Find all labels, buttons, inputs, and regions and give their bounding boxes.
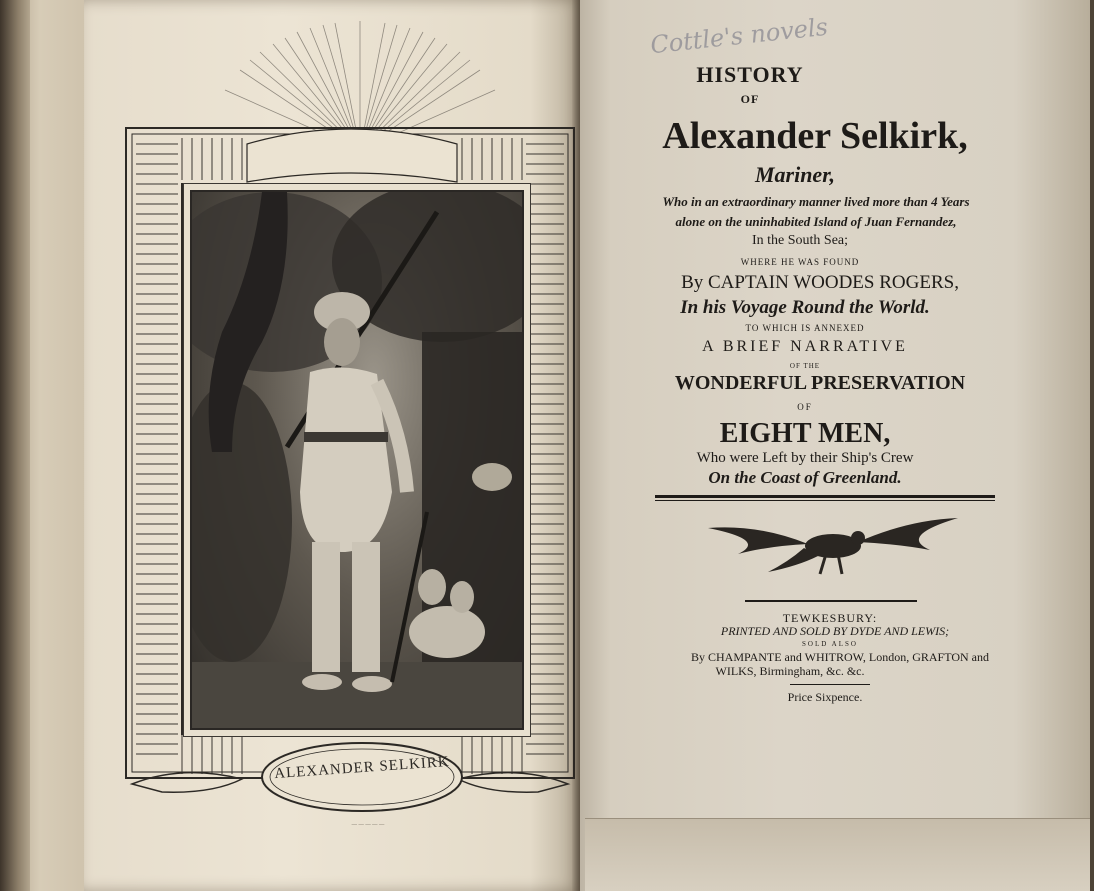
title-of: OF	[740, 92, 760, 106]
annexed-line: TO WHICH IS ANNEXED	[745, 323, 865, 333]
castaway-figure-illustration	[192, 192, 522, 728]
page-fold-edge	[585, 818, 1090, 891]
imprint-booksellers-2: WILKS, Birmingham, &c. &c.	[715, 664, 865, 678]
of-the-line: OF THE	[789, 362, 821, 370]
imprint-rule	[745, 600, 917, 602]
wonderful-line: WONDERFUL PRESERVATION	[674, 372, 966, 394]
description-line-1: Who in an extraordinary manner lived more than 4 Years	[662, 194, 970, 209]
price-rule	[790, 684, 870, 685]
pencil-annotation: Cottle's novels	[649, 12, 830, 60]
description-line-3: In the South Sea;	[751, 233, 849, 248]
double-rule-thick	[655, 495, 995, 498]
imprint-sold-also: SOLD ALSO	[802, 640, 858, 648]
eagle-icon	[708, 514, 958, 580]
greenland-line: On the Coast of Greenland.	[708, 468, 902, 487]
imprint-printer: PRINTED AND SOLD BY DYDE AND LEWIS;	[720, 624, 950, 638]
captain-line: By CAPTAIN WOODES ROGERS,	[681, 272, 959, 293]
eight-men-line: EIGHT MEN,	[719, 418, 891, 449]
where-found-line: WHERE HE WAS FOUND	[740, 257, 860, 267]
price-line: Price Sixpence.	[787, 690, 863, 704]
engraved-portrait-plate	[190, 190, 524, 730]
narrative-line: A BRIEF NARRATIVE	[702, 338, 908, 355]
engraver-line: — — — — —	[351, 822, 385, 828]
frontispiece-caption: ALEXANDER SELKIRK	[273, 753, 451, 783]
title-mariner: Mariner,	[754, 162, 836, 187]
voyage-line: In his Voyage Round the World.	[680, 297, 930, 318]
imprint-place: TEWKESBURY:	[782, 611, 878, 625]
book-cover-edge	[0, 0, 30, 891]
title-name: Alexander Selkirk,	[662, 115, 968, 157]
left-by-crew-line: Who were Left by their Ship's Crew	[696, 450, 914, 466]
imprint-booksellers-1: By CHAMPANTE and WHITROW, London, GRAFTON and	[690, 650, 989, 664]
description-line-2: alone on the uninhabited Island of Juan Fernandez,	[675, 214, 957, 229]
of-line-2: OF	[797, 402, 813, 412]
double-rule-thin	[655, 500, 995, 501]
title-history: HISTORY	[696, 62, 804, 87]
